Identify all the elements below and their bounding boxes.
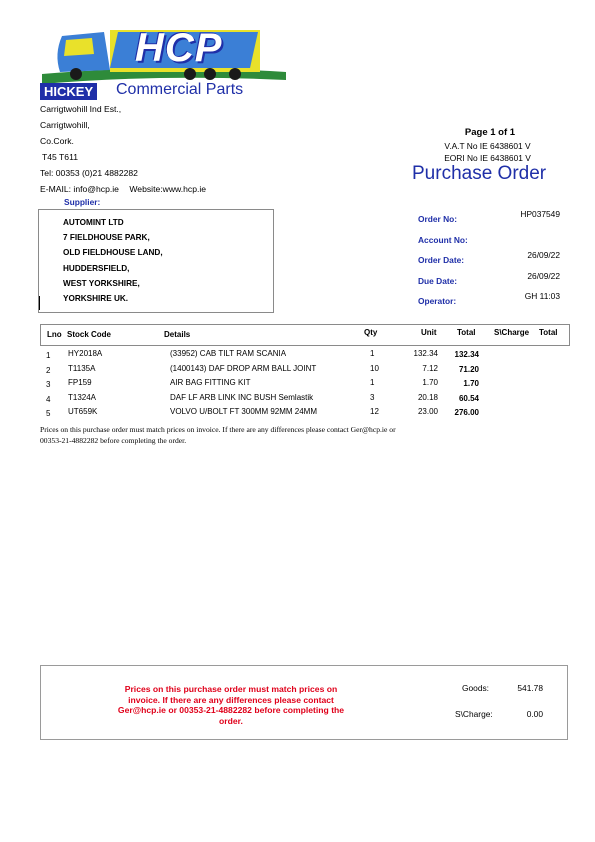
cell-total: 71.20: [458, 364, 479, 374]
table-row: [40, 378, 568, 393]
cell-qty: 1: [370, 378, 375, 387]
supplier-address: [63, 215, 163, 306]
cell-lno: 1: [46, 351, 51, 360]
cell-stock: FP159: [68, 378, 92, 387]
page-number: Page 1 of 1: [464, 127, 516, 138]
supplier-line: OLD FIELDHOUSE LAND,: [63, 248, 163, 258]
operator-label: Operator:: [418, 296, 457, 306]
supplier-line: YORKSHIRE UK.: [63, 294, 129, 304]
company-logo: [40, 24, 290, 102]
cell-qty: 3: [370, 392, 375, 402]
cell-lno: 2: [46, 365, 51, 375]
cell-qty: 12: [370, 407, 379, 416]
order-date-value: 26/09/22: [527, 250, 560, 260]
col-lno: Lno: [47, 330, 62, 339]
col-details: Details: [164, 330, 191, 339]
eori-number: EORI No IE 6438601 V: [444, 153, 531, 163]
table-header: [40, 324, 570, 346]
goods-value: 541.78: [517, 683, 543, 693]
table-row: [40, 393, 568, 408]
cell-total: 276.00: [454, 408, 479, 417]
company-address: [40, 101, 206, 197]
supplier-line: AUTOMINT LTD: [63, 218, 124, 227]
due-date-value: 26/09/22: [527, 270, 560, 281]
company-website[interactable]: Website:www.hcp.ie: [129, 184, 207, 194]
vat-number: V.A.T No IE 6438601 V: [444, 141, 531, 151]
col-stock-code: Stock Code: [67, 330, 112, 339]
goods-label: Goods:: [462, 683, 490, 693]
cell-stock: HY2018A: [68, 349, 103, 358]
notice-line: Ger@hcp.ie or 00353-21-4882282 before completing the: [117, 705, 345, 716]
cell-total: 60.54: [458, 393, 479, 403]
cell-total: 1.70: [463, 379, 479, 388]
supplier-line: 7 FIELDHOUSE PARK,: [63, 233, 150, 243]
scharge-label: S\Charge:: [455, 709, 493, 719]
cell-qty: 10: [370, 363, 379, 373]
due-date-label: Due Date:: [418, 275, 458, 286]
operator-value: GH 11:03: [524, 291, 560, 301]
supplier-box: [38, 209, 274, 313]
cell-unit: 7.12: [422, 363, 438, 373]
notice-line: Prices on this purchase order must match prices on invoice. If there are any differences please contact Ger@hcp.ie or: [40, 425, 396, 434]
address-line: Carrigtwohill Ind Est.,: [40, 104, 122, 114]
company-tel: Tel: 00353 (0)21 4882282: [40, 168, 138, 178]
notice-line: 00353-21-4882282 before completing the order.: [40, 435, 187, 445]
cell-stock: UT659K: [68, 407, 98, 416]
supplier-line: WEST YORKSHIRE,: [63, 278, 140, 288]
table-row: [40, 407, 568, 422]
cell-lno: 4: [46, 394, 51, 404]
col-total: Total: [457, 328, 476, 337]
notice-line: Prices on this purchase order must match prices on: [124, 684, 338, 694]
account-no-label: Account No:: [418, 234, 468, 245]
scharge-value: 0.00: [526, 709, 543, 719]
pricing-notice: [91, 684, 371, 726]
cell-qty: 1: [370, 349, 375, 358]
col-qty: Qty: [364, 328, 378, 337]
supplier-line: HUDDERSFIELD,: [63, 263, 130, 273]
cell-details: AIR BAG FITTING KIT: [170, 378, 251, 387]
notice-line: order.: [219, 715, 243, 726]
cell-unit: 132.34: [413, 349, 438, 358]
col-scharge: S\Charge: [494, 328, 530, 337]
cell-lno: 5: [46, 409, 51, 418]
footer-box: [40, 665, 568, 740]
order-no-label: Order No:: [418, 214, 458, 224]
cell-total: 132.34: [454, 350, 479, 359]
table-row: [40, 364, 568, 379]
pricing-notice-small: [40, 425, 396, 446]
order-info: [418, 209, 560, 312]
cell-details: DAF LF ARB LINK INC BUSH Semlastik: [170, 392, 314, 402]
order-no-value: HP037549: [520, 209, 560, 219]
order-date-label: Order Date:: [418, 255, 465, 265]
cell-details: (1400143) DAF DROP ARM BALL JOINT: [170, 363, 317, 373]
text-cursor: [39, 296, 40, 310]
address-line: Co.Cork.: [40, 136, 74, 146]
brand-tagline: Commercial Parts: [116, 81, 244, 98]
cell-stock: T1135A: [68, 363, 96, 373]
cell-unit: 20.18: [417, 392, 438, 402]
cell-stock: T1324A: [68, 392, 97, 402]
col-total-2: Total: [539, 328, 558, 337]
notice-line: invoice. If there are any differences please contact: [128, 694, 334, 705]
cell-details: (33952) CAB TILT RAM SCANIA: [170, 349, 287, 358]
supplier-label: Supplier:: [64, 197, 101, 207]
table-row: [40, 349, 568, 364]
cell-unit: 1.70: [422, 378, 438, 387]
brand-name: HICKEY: [40, 83, 97, 100]
cell-lno: 3: [46, 380, 51, 389]
address-line: Carrigtwohill,: [40, 120, 90, 130]
document-title: Purchase Order: [412, 163, 547, 184]
cell-details: VOLVO U/BOLT FT 300MM 92MM 24MM: [170, 407, 317, 416]
address-line: T45 T611: [42, 152, 78, 162]
company-email[interactable]: E-MAIL: info@hcp.ie: [40, 184, 119, 194]
logo-text: HCP: [135, 26, 223, 70]
col-unit: Unit: [421, 328, 437, 337]
cell-unit: 23.00: [417, 407, 438, 416]
